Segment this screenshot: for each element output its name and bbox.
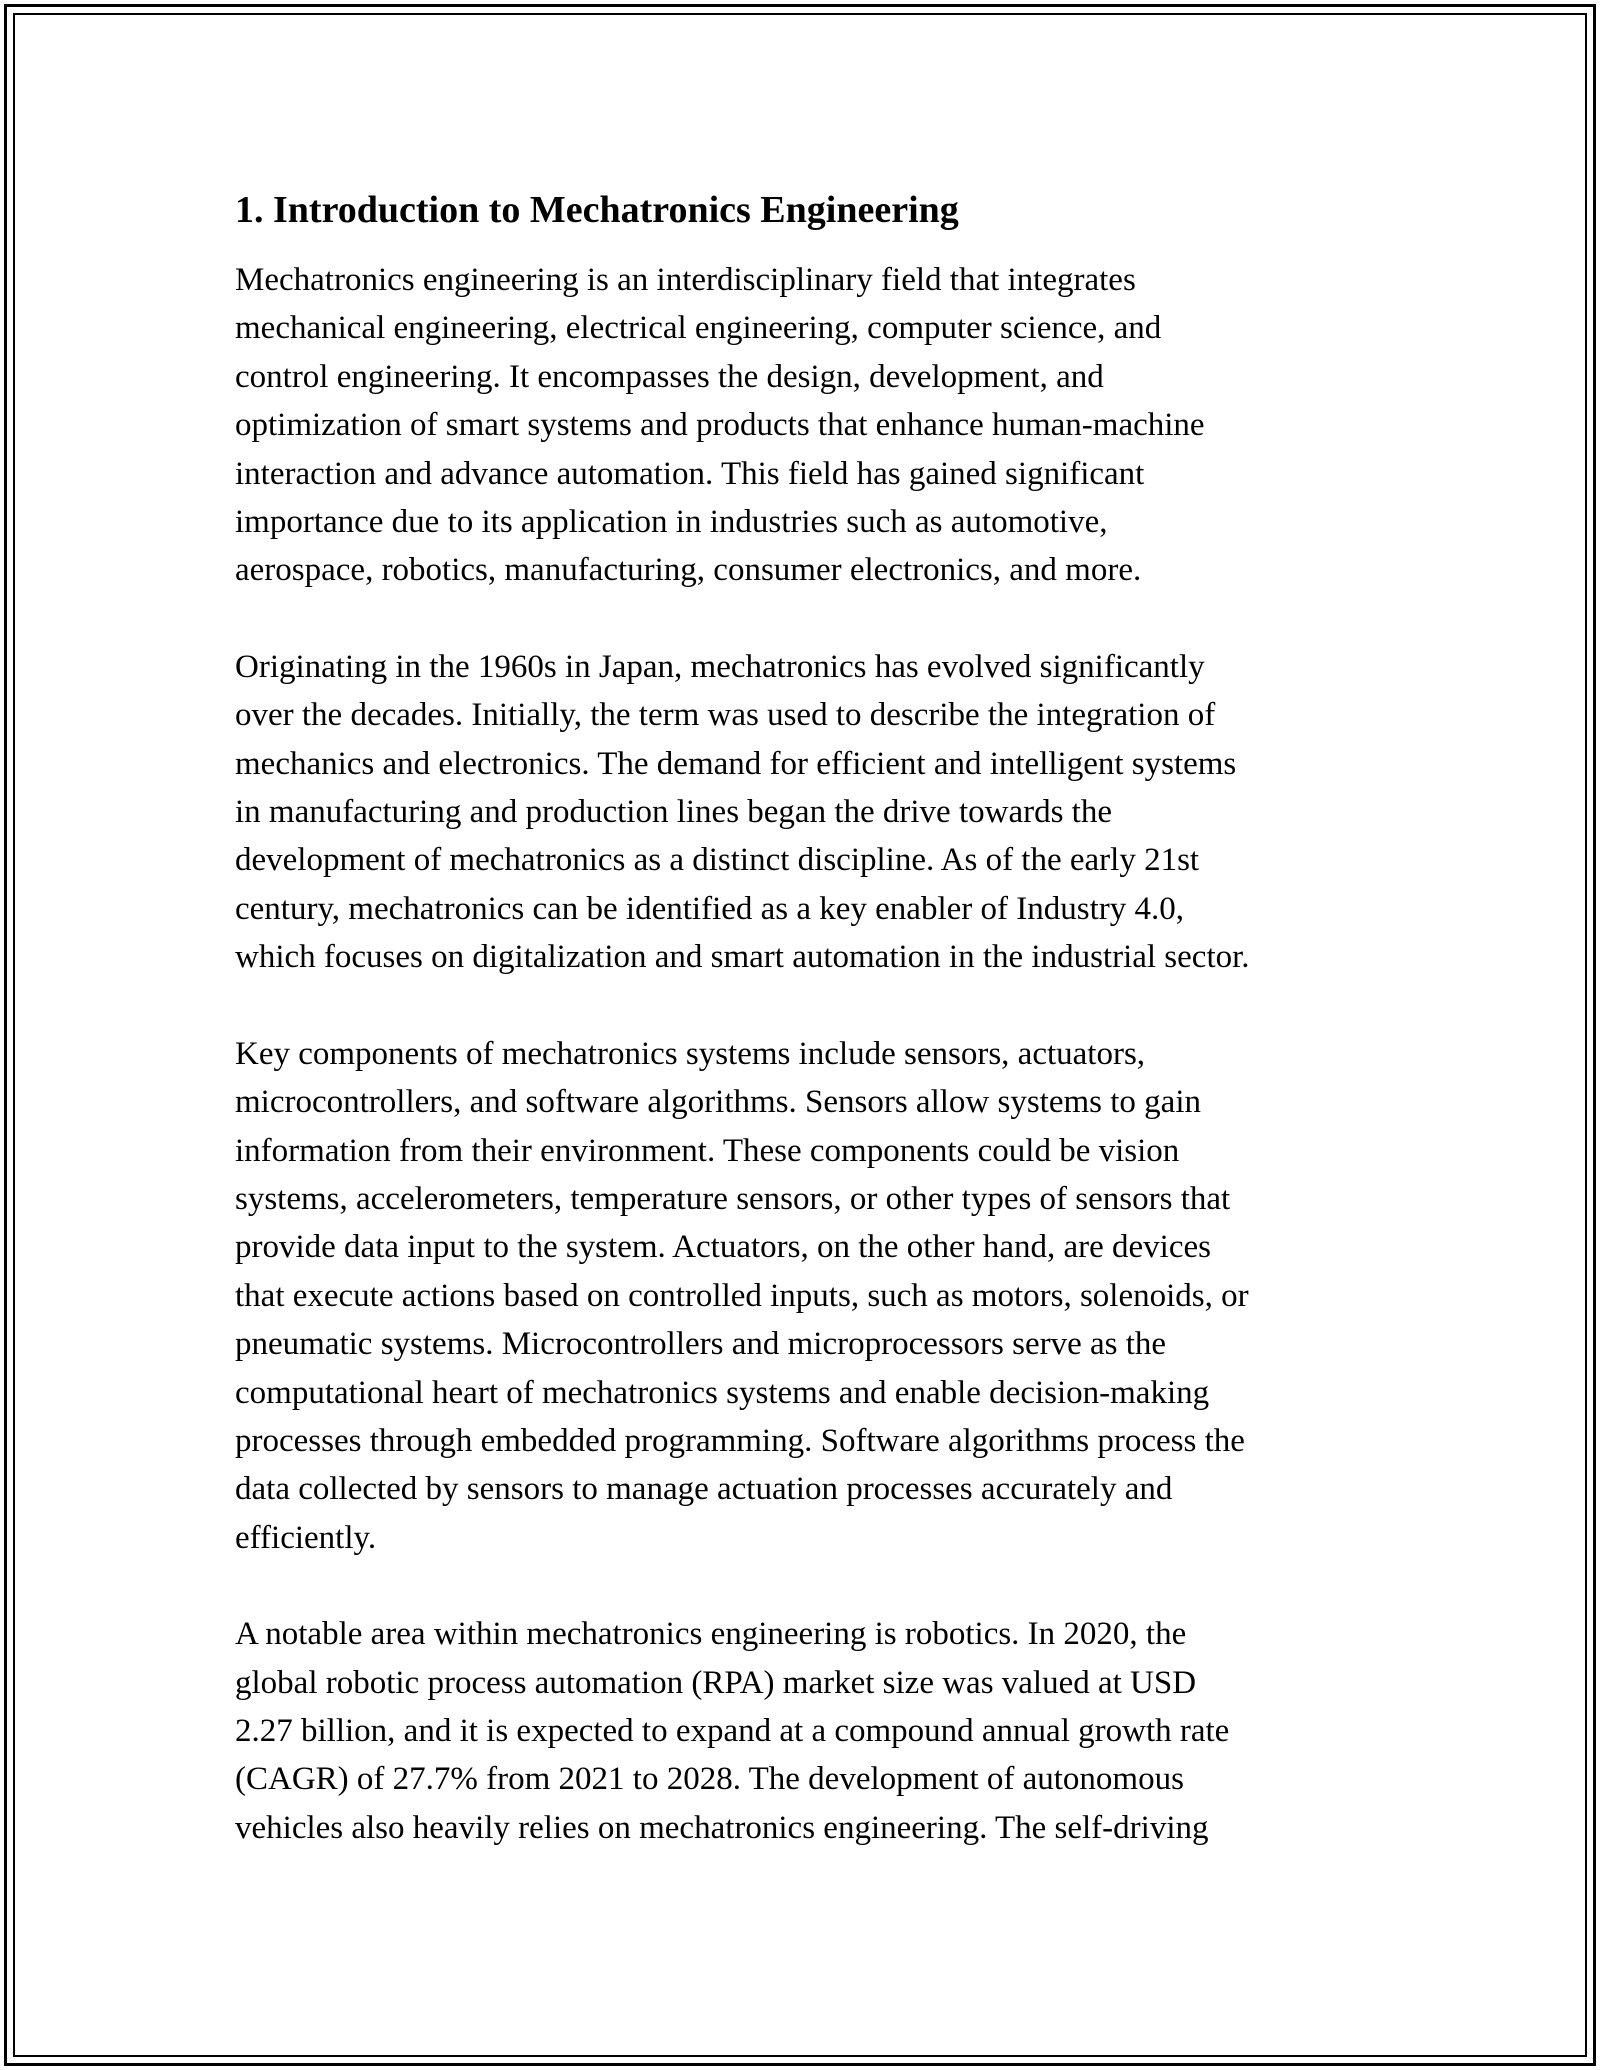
document-body bbox=[235, 186, 1395, 1900]
paragraph-robotics: A notable area within mechatronics engineering is robotics. In 2020, the global robotic process automation (RPA) market size was valued at USD 2.27 billion, and it is expected to expand at a compound annual growth rate (CAGR) of 27.7% from 2021 to 2028. The development of autonomous vehicles also heavily relies on mechatronics engineering. The self-driving bbox=[235, 1616, 1230, 1846]
section-heading: 1. Introduction to Mechatronics Engineering bbox=[235, 189, 959, 231]
paragraph-history: Originating in the 1960s in Japan, mechatronics has evolved significantly over the decades. Initially, the term was used to describe the integration of mechanics and electronics. The demand for efficient and intelligent systems in manufacturing and production lines began the drive towards the development of mechatronics as a distinct discipline. As of the early 21st century, mechatronics can be identified as a key enabler of Industry 4.0, which focuses on digitalization and smart automation in the industrial sector. bbox=[235, 648, 1250, 976]
paragraph-key-components: Key components of mechatronics systems include sensors, actuators, microcontrollers, and software algorithms. Sensors allow systems to gain information from their environment. These components could be vision systems, accelerometers, temperature sensors, or other types of sensors that provide data input to the system. Actuators, on the other hand, are devices that execute actions based on controlled inputs, such as motors, solenoids, or pneumatic systems. Microcontrollers and microprocessors serve as the computational heart of mechatronics systems and enable decision-making processes through embedded programming. Software algorithms process the data collected by sensors to manage actuation processes accurately and efficiently. bbox=[235, 1035, 1249, 1556]
paragraph-introduction: Mechatronics engineering is an interdisciplinary field that integrates mechanical engineering, electrical engineering, computer science, and control engineering. It encompasses the design, development, and optimization of smart systems and products that enhance human-machine interaction and advance automation. This field has gained significant importance due to its application in industries such as automotive, aerospace, robotics, manufacturing, consumer electronics, and more. bbox=[235, 262, 1205, 589]
